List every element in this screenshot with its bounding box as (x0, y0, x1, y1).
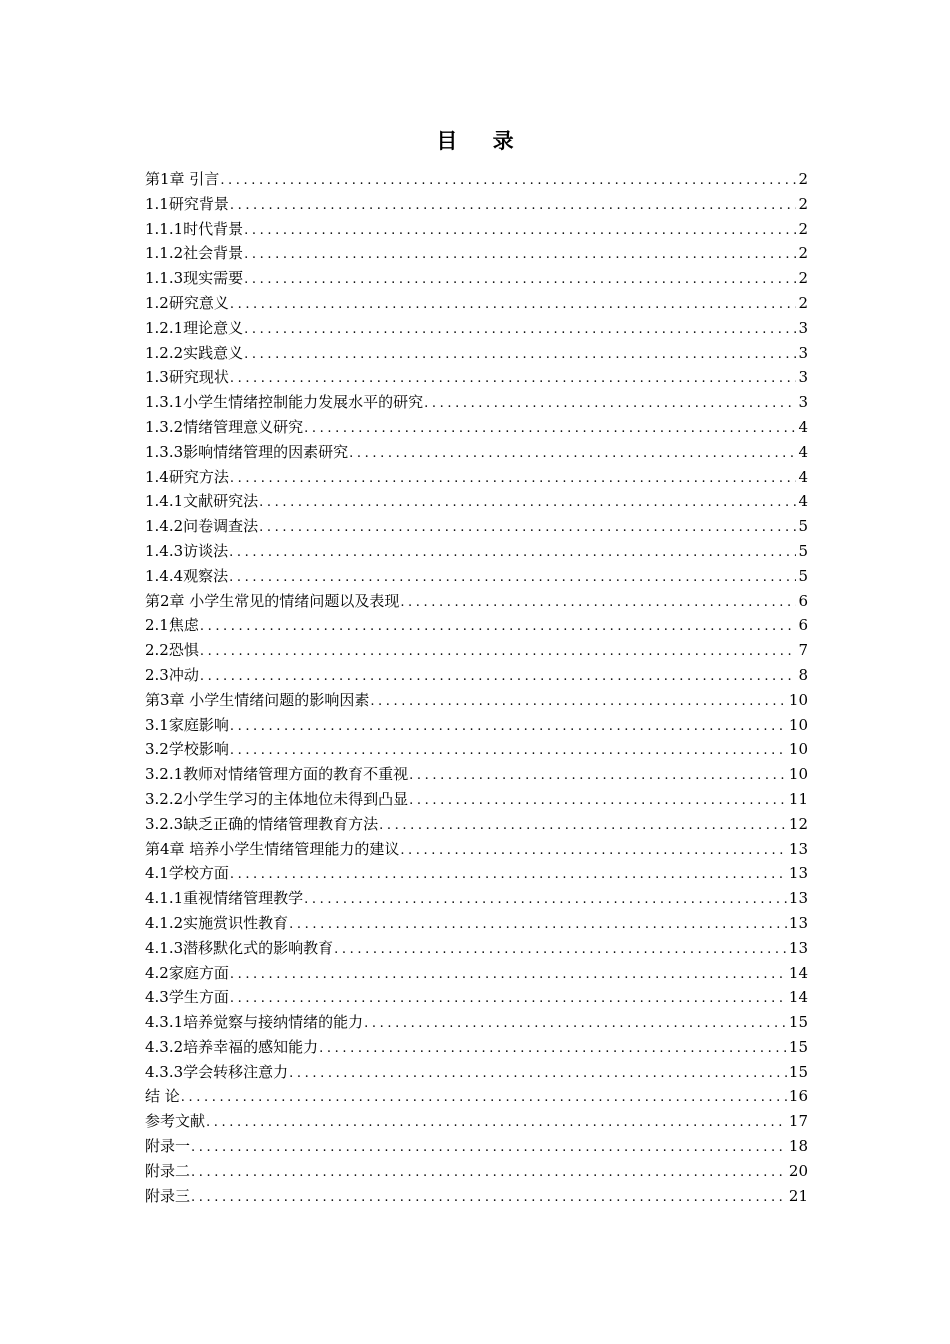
toc-entry-page-number: 4 (798, 442, 808, 461)
toc-entry-label: 1.3.3影响情绪管理的因素研究 (145, 442, 349, 461)
toc-entry-page-number: 4 (798, 492, 808, 511)
toc-entry[interactable] (145, 663, 808, 688)
toc-leader-dots (370, 690, 787, 715)
toc-entry-label: 第3章 小学生情绪问题的影响因素 (145, 690, 370, 709)
toc-entry[interactable] (145, 737, 808, 762)
toc-leader-dots (230, 963, 787, 988)
toc-entry-label: 2.3冲动 (145, 665, 199, 684)
toc-entry-label: 1.4研究方法 (145, 467, 229, 486)
toc-leader-dots (349, 442, 796, 467)
toc-leader-dots (230, 367, 797, 392)
toc-entry[interactable] (145, 638, 808, 663)
toc-entry-page-number: 18 (788, 1137, 808, 1156)
toc-entry[interactable] (145, 217, 808, 242)
toc-entry[interactable] (145, 1060, 808, 1085)
toc-entry-page-number: 10 (788, 740, 808, 759)
toc-entry-label: 1.4.2问卷调查法 (145, 517, 259, 536)
toc-entry-page-number: 15 (788, 1062, 808, 1081)
toc-leader-dots (229, 566, 796, 591)
toc-entry-page-number: 15 (788, 1037, 808, 1056)
toc-entry-label: 附录三 (145, 1186, 191, 1205)
toc-entry[interactable] (145, 1035, 808, 1060)
toc-entry-page-number: 2 (798, 170, 808, 188)
toc-leader-dots (319, 1037, 787, 1062)
toc-entry[interactable] (145, 911, 808, 936)
toc-entry-page-number: 2 (798, 269, 808, 288)
toc-entry-label: 参考文献 (145, 1112, 206, 1131)
toc-entry-page-number: 17 (788, 1112, 808, 1131)
toc-leader-dots (230, 467, 797, 492)
toc-entry-page-number: 13 (788, 938, 808, 957)
toc-entry-label: 2.2恐惧 (145, 641, 199, 660)
toc-leader-dots (220, 169, 796, 194)
toc-leader-dots (400, 591, 796, 616)
toc-entry[interactable] (145, 415, 808, 440)
toc-entry-label: 3.2学校影响 (145, 740, 229, 759)
toc-entry-page-number: 13 (788, 913, 808, 932)
toc-entry-page-number: 6 (798, 616, 808, 635)
toc-leader-dots (244, 268, 796, 293)
toc-entry-label: 3.2.1教师对情绪管理方面的教育不重视 (145, 765, 409, 784)
toc-entry-label: 1.1.2社会背景 (145, 244, 244, 263)
toc-entry-page-number: 6 (798, 591, 808, 610)
toc-entry-page-number: 3 (798, 318, 808, 337)
toc-leader-dots (289, 1062, 787, 1087)
toc-leader-dots (200, 665, 797, 690)
toc-entry-page-number: 5 (798, 517, 808, 536)
toc-entry[interactable] (145, 886, 808, 911)
toc-entry[interactable] (145, 985, 808, 1010)
toc-entry-label: 4.3.2培养幸福的感知能力 (145, 1037, 319, 1056)
toc-entry-page-number: 13 (788, 839, 808, 858)
toc-leader-dots (259, 516, 796, 541)
toc-entry-page-number: 10 (788, 715, 808, 734)
toc-leader-dots (230, 194, 797, 219)
toc-leader-dots (200, 615, 797, 640)
toc-entry-label: 1.2.1理论意义 (145, 318, 244, 337)
toc-entry-label: 1.1研究背景 (145, 194, 229, 213)
toc-leader-dots (400, 839, 787, 864)
toc-entry-page-number: 21 (788, 1186, 808, 1205)
toc-entry[interactable] (145, 812, 808, 837)
toc-entry[interactable] (145, 1184, 808, 1209)
toc-entry[interactable] (145, 192, 808, 217)
toc-entry-label: 1.4.4观察法 (145, 566, 229, 585)
toc-entry-label: 2.1焦虑 (145, 616, 199, 635)
toc-entry-label: 4.1.1重视情绪管理教学 (145, 889, 304, 908)
toc-entry[interactable] (145, 613, 808, 638)
toc-entry[interactable] (145, 365, 808, 390)
toc-entry-label: 1.1.3现实需要 (145, 269, 244, 288)
toc-leader-dots (364, 1012, 787, 1037)
toc-entry[interactable] (145, 564, 808, 589)
toc-entry-page-number: 13 (788, 864, 808, 883)
toc-entry-page-number: 10 (788, 765, 808, 784)
toc-entry-label: 3.2.3缺乏正确的情绪管理教育方法 (145, 814, 379, 833)
toc-leader-dots (409, 764, 787, 789)
toc-leader-dots (334, 938, 787, 963)
toc-entry-label: 1.3.2情绪管理意义研究 (145, 417, 304, 436)
toc-entry-label: 1.4.3访谈法 (145, 541, 229, 560)
toc-entry-page-number: 3 (798, 343, 808, 362)
toc-leader-dots (409, 789, 787, 814)
toc-title: 目 录 (436, 129, 528, 153)
toc-entry-page-number: 12 (788, 814, 808, 833)
toc-entry[interactable] (145, 241, 808, 266)
toc-leader-dots (244, 219, 796, 244)
toc-leader-dots (206, 1111, 787, 1136)
toc-entry[interactable] (145, 713, 808, 738)
toc-entry[interactable] (145, 762, 808, 787)
toc-entry[interactable] (145, 489, 808, 514)
toc-entry-label: 1.1.1时代背景 (145, 219, 244, 238)
toc-leader-dots (379, 814, 787, 839)
toc-entry-page-number: 3 (798, 393, 808, 412)
toc-entry[interactable] (145, 688, 808, 713)
toc-leader-dots (289, 913, 787, 938)
toc-entry-label: 4.1学校方面 (145, 864, 229, 883)
toc-entry-page-number: 5 (798, 541, 808, 560)
toc-entry-page-number: 14 (788, 963, 808, 982)
toc-entry-label: 4.2家庭方面 (145, 963, 229, 982)
toc-entry[interactable] (145, 266, 808, 291)
toc-entry-page-number: 15 (788, 1013, 808, 1032)
toc-entry-page-number: 2 (798, 219, 808, 238)
toc-entry-page-number: 4 (798, 417, 808, 436)
toc-leader-dots (229, 541, 796, 566)
toc-leader-dots (259, 491, 796, 516)
toc-entry-label: 3.1家庭影响 (145, 715, 229, 734)
toc-entry[interactable] (145, 1010, 808, 1035)
toc-entry[interactable] (145, 440, 808, 465)
toc-entry-label: 4.1.2实施赏识性教育 (145, 913, 289, 932)
toc-entry-label: 第2章 小学生常见的情绪问题以及表现 (145, 591, 400, 610)
toc-entry-page-number: 8 (798, 665, 808, 684)
toc-leader-dots (424, 392, 796, 417)
toc-leader-dots (230, 293, 797, 318)
toc-leader-dots (304, 417, 796, 442)
toc-entry[interactable] (145, 936, 808, 961)
toc-entry-page-number: 11 (788, 789, 808, 808)
toc-entry-label: 3.2.2小学生学习的主体地位未得到凸显 (145, 789, 409, 808)
table-of-contents (145, 167, 808, 1208)
toc-entry-page-number: 2 (798, 293, 808, 312)
toc-entry-label: 结 论 (145, 1087, 180, 1106)
toc-entry[interactable] (145, 961, 808, 986)
toc-leader-dots (191, 1161, 787, 1186)
toc-leader-dots (304, 888, 787, 913)
toc-leader-dots (230, 715, 787, 740)
toc-entry[interactable] (145, 539, 808, 564)
toc-entry-label: 1.4.1文献研究法 (145, 492, 259, 511)
toc-leader-dots (244, 343, 796, 368)
toc-entry-page-number: 5 (798, 566, 808, 585)
toc-entry[interactable] (145, 1109, 808, 1134)
toc-entry[interactable] (145, 1084, 808, 1109)
toc-entry[interactable] (145, 1159, 808, 1184)
toc-entry-page-number: 20 (788, 1161, 808, 1180)
toc-entry[interactable] (145, 837, 808, 862)
toc-entry-page-number: 4 (798, 467, 808, 486)
toc-entry[interactable] (145, 861, 808, 886)
toc-entry-label: 第1章 引言 (145, 170, 220, 188)
toc-entry-page-number: 2 (798, 194, 808, 213)
toc-leader-dots (230, 863, 787, 888)
toc-leader-dots (181, 1086, 787, 1111)
toc-entry[interactable] (145, 514, 808, 539)
toc-entry-page-number: 2 (798, 244, 808, 263)
toc-entry-page-number: 13 (788, 889, 808, 908)
toc-leader-dots (200, 640, 797, 665)
toc-leader-dots (244, 243, 796, 268)
toc-entry-label: 1.2.2实践意义 (145, 343, 244, 362)
toc-entry-label: 1.3研究现状 (145, 368, 229, 387)
toc-entry-page-number: 14 (788, 988, 808, 1007)
toc-entry[interactable] (145, 589, 808, 614)
toc-entry-label: 4.1.3潜移默化式的影响教育 (145, 938, 334, 957)
toc-entry-label: 4.3学生方面 (145, 988, 229, 1007)
toc-leader-dots (230, 987, 787, 1012)
toc-entry[interactable] (145, 787, 808, 812)
toc-entry-page-number: 16 (788, 1087, 808, 1106)
toc-entry[interactable] (145, 316, 808, 341)
toc-entry[interactable] (145, 291, 808, 316)
toc-leader-dots (244, 318, 796, 343)
toc-entry-page-number: 10 (788, 690, 808, 709)
toc-entry-label: 4.3.3学会转移注意力 (145, 1062, 289, 1081)
toc-entry[interactable] (145, 390, 808, 415)
toc-entry[interactable] (145, 341, 808, 366)
toc-entry-label: 附录二 (145, 1161, 191, 1180)
toc-entry[interactable] (145, 465, 808, 490)
toc-entry[interactable] (145, 1134, 808, 1159)
toc-leader-dots (191, 1186, 787, 1211)
toc-entry-label: 4.3.1培养觉察与接纳情绪的能力 (145, 1013, 364, 1032)
toc-leader-dots (191, 1136, 787, 1161)
toc-entry-label: 附录一 (145, 1137, 191, 1156)
toc-entry-label: 1.3.1小学生情绪控制能力发展水平的研究 (145, 393, 424, 412)
toc-entry[interactable] (145, 167, 808, 192)
toc-entry-page-number: 3 (798, 368, 808, 387)
toc-entry-label: 第4章 培养小学生情绪管理能力的建议 (145, 839, 400, 858)
toc-leader-dots (230, 739, 787, 764)
toc-entry-label: 1.2研究意义 (145, 293, 229, 312)
toc-entry-page-number: 7 (798, 641, 808, 660)
